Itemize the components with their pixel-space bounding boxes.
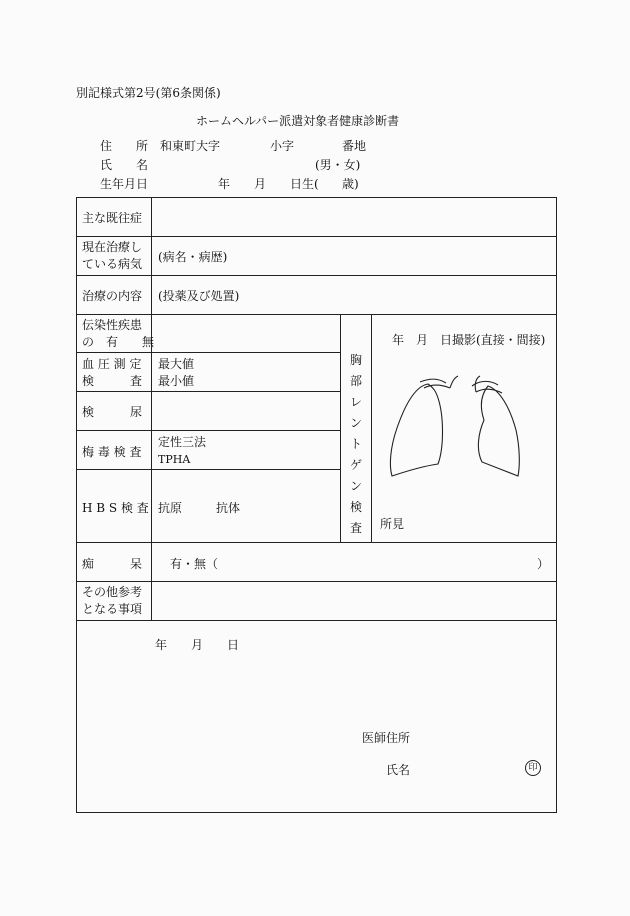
dementia-value: 有・無（ <box>170 557 219 571</box>
chest-xray-char: ゲ <box>349 458 362 472</box>
doctor-name-label: 氏名 <box>386 763 411 777</box>
other-notes-label-line2: となる事項 <box>82 602 143 616</box>
other-notes-label-line1: その他参考 <box>82 585 143 599</box>
treatment-content-value: (投薬及び処置) <box>158 289 240 303</box>
chest-xray-char: 胸 <box>349 353 362 367</box>
address-banchi: 番地 <box>342 139 367 153</box>
hbs-test-label: H B S 検 査 <box>82 501 149 515</box>
hbs-antigen-label: 抗原 <box>158 501 183 515</box>
dob-month: 月 <box>254 177 267 191</box>
treatment-content-label: 治療の内容 <box>82 289 143 303</box>
address-koaza: 小字 <box>270 139 295 153</box>
past-illness-label: 主な既往症 <box>82 211 143 225</box>
sex-selection: (男・女) <box>315 158 361 172</box>
doctor-address-label: 医師住所 <box>362 731 411 745</box>
dob-label: 生年月日 <box>100 177 149 191</box>
syphilis-test-values <box>158 434 206 468</box>
blood-pressure-label-line2: 検 査 <box>82 374 143 388</box>
infectious-disease-label <box>82 317 154 351</box>
address-label: 住 所 <box>100 139 149 153</box>
chest-xray-char: ン <box>349 479 362 493</box>
chest-xray-char: レ <box>349 395 362 409</box>
address-town: 和東町大字 <box>160 139 221 153</box>
certificate-date: 年 月 日 <box>155 638 240 652</box>
current-treatment-label-line2: ている病気 <box>82 257 143 271</box>
chest-xray-char: 部 <box>349 374 362 388</box>
other-notes-label <box>82 584 142 618</box>
tpha-label: TPHA <box>158 453 191 466</box>
syphilis-test-label: 梅 毒 検 査 <box>82 445 142 459</box>
form-number: 別記様式第2号(第6条関係) <box>76 86 221 100</box>
dob-day: 日生( <box>290 177 319 191</box>
lungs-diagram <box>380 368 520 488</box>
current-treatment-value: (病名・病歴) <box>158 250 228 264</box>
xray-date-label: 年 月 日撮影(直接・間接) <box>392 333 546 347</box>
form-title: ホームヘルパー派遣対象者健康診断書 <box>196 114 400 128</box>
urine-test-label: 検 尿 <box>82 405 143 419</box>
chest-xray-char: 検 <box>349 500 362 514</box>
chest-xray-char: ン <box>349 416 362 430</box>
blood-pressure-label-line1: 血 圧 測 定 <box>82 357 142 371</box>
seal-icon: 印 <box>525 760 541 776</box>
current-treatment-label <box>82 239 142 273</box>
infectious-disease-label-line1: 伝染性疾患 <box>82 318 143 332</box>
syphilis-method-label: 定性三法 <box>158 435 207 449</box>
dementia-close-paren: ） <box>537 557 550 571</box>
blood-pressure-values <box>158 356 194 390</box>
chest-xray-char: ト <box>349 437 362 451</box>
bp-min-label: 最小値 <box>158 374 195 388</box>
dob-year: 年 <box>218 177 231 191</box>
xray-findings-label: 所見 <box>380 517 405 531</box>
blood-pressure-label <box>82 356 142 390</box>
name-label: 氏 名 <box>100 158 149 172</box>
infectious-disease-label-line2: の 有 無 <box>82 335 155 349</box>
current-treatment-label-line1: 現在治療し <box>82 240 143 254</box>
dob-age: 歳) <box>342 177 359 191</box>
bp-max-label: 最大値 <box>158 357 195 371</box>
dementia-label: 痴 呆 <box>82 557 143 571</box>
hbs-antibody-label: 抗体 <box>216 501 241 515</box>
chest-xray-char: 査 <box>349 521 362 535</box>
